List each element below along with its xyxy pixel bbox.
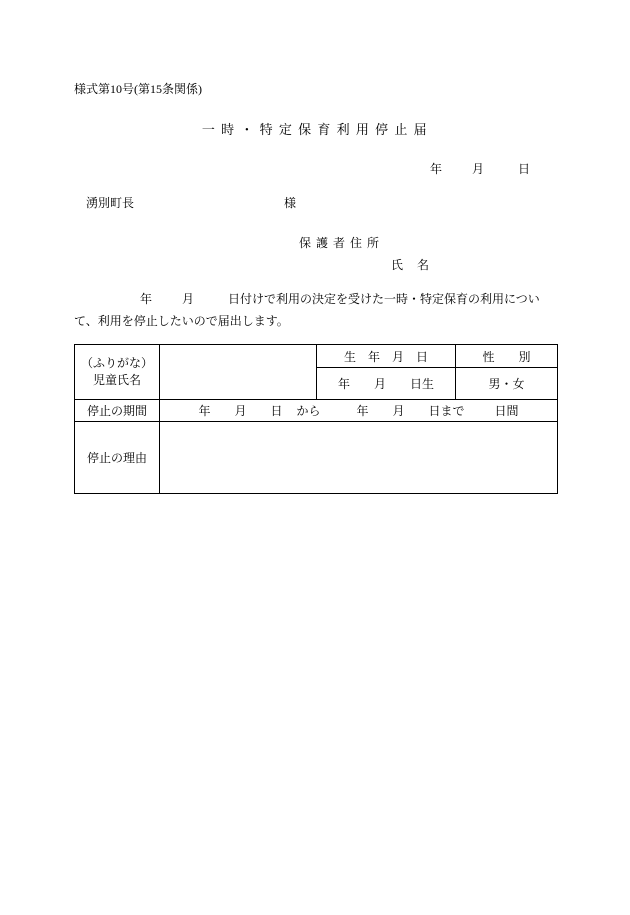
addressee-honorific: 様	[284, 196, 297, 210]
statement-year-label: 年	[140, 292, 153, 306]
reason-label-cell: 停止の理由	[75, 422, 160, 494]
birth-day-label: 日生	[410, 377, 435, 391]
period-from-label: から	[296, 404, 321, 418]
period-end-day-label: 日まで	[428, 404, 465, 418]
date-line	[430, 160, 530, 177]
guardian-address-label: 保 護 者 住 所	[299, 236, 381, 250]
sex-value-cell[interactable]: 男・女	[456, 368, 558, 400]
date-month-label: 月	[472, 162, 485, 176]
child-name-label-line1: （ふりがな）	[80, 356, 153, 370]
date-day-label: 日	[518, 162, 531, 176]
date-year-label: 年	[430, 162, 443, 176]
birth-date-value-cell[interactable]	[317, 368, 456, 400]
period-days-label: 日間	[494, 404, 519, 418]
birth-year-label: 年	[337, 377, 350, 391]
child-name-label-cell	[75, 345, 160, 400]
period-start-month-label: 月	[234, 404, 247, 418]
birth-month-label: 月	[373, 377, 386, 391]
period-value-cell[interactable]	[160, 400, 558, 422]
table-row	[75, 400, 558, 422]
period-start-day-label: 日	[270, 404, 283, 418]
sex-header-cell: 性 別	[456, 345, 558, 368]
form-number: 様式第10号(第15条関係)	[74, 82, 202, 96]
statement-month-label: 月	[182, 292, 195, 306]
birth-date-header-cell: 生 年 月 日	[317, 345, 456, 368]
period-end-year-label: 年	[356, 404, 369, 418]
child-name-label-line2: 児童氏名	[92, 373, 141, 387]
guardian-name-label: 氏 名	[391, 258, 431, 272]
period-start-year-label: 年	[198, 404, 211, 418]
statement-rest-text: 日付けで利用の決定を受けた一時・特定保育の利用について、利用を停止したいので届出します。	[74, 292, 540, 328]
reason-value-cell[interactable]	[160, 422, 558, 494]
child-name-value-cell[interactable]	[160, 345, 317, 400]
period-label-cell: 停止の期間	[75, 400, 160, 422]
form-table	[74, 344, 558, 494]
table-row	[75, 422, 558, 494]
period-end-month-label: 月	[392, 404, 405, 418]
addressee-name: 湧別町長	[86, 196, 135, 210]
statement-paragraph	[74, 288, 558, 332]
addressee	[86, 194, 296, 211]
page-title: 一 時 ・ 特 定 保 育 利 用 停 止 届	[201, 122, 429, 137]
table-row	[75, 345, 558, 368]
